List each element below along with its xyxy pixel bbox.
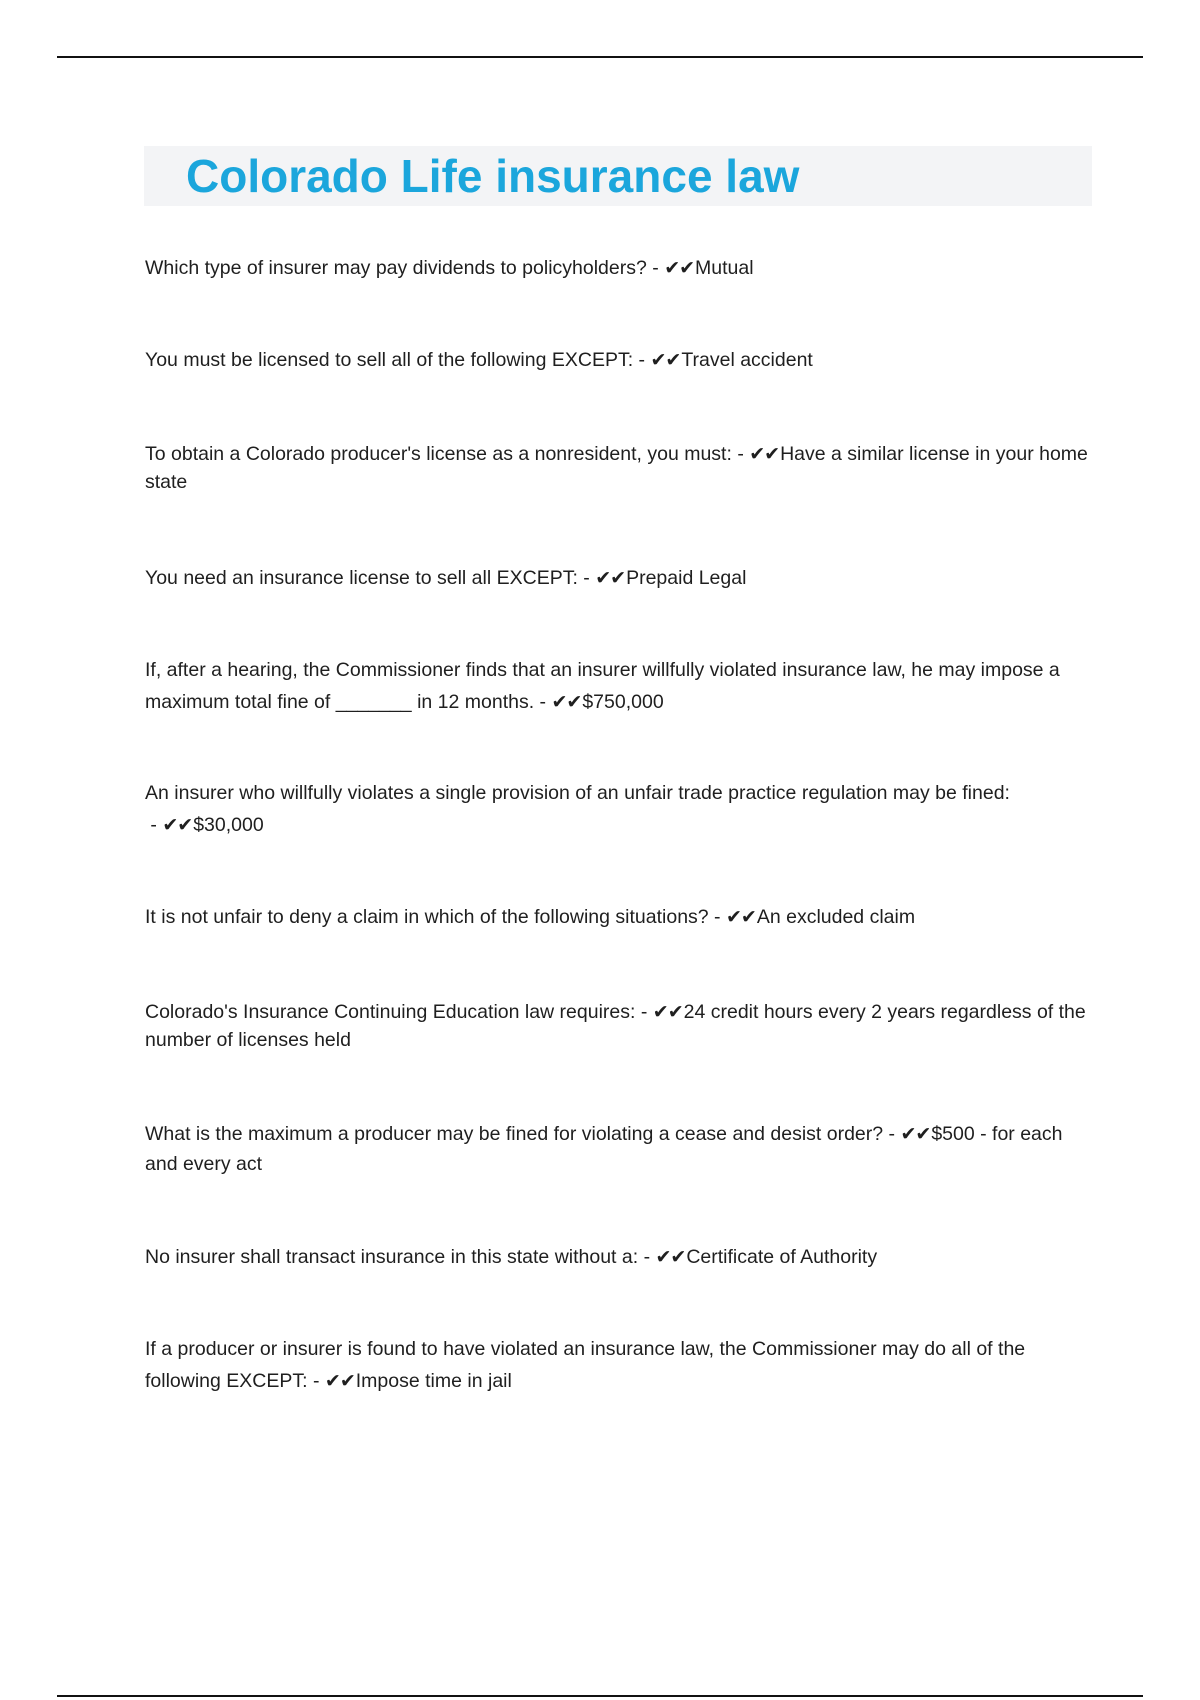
question-text: Which type of insurer may pay dividends to policyholders? [145, 257, 647, 279]
title-banner [144, 146, 1092, 206]
answer-text: An excluded claim [756, 906, 916, 928]
answer-text: $750,000 [582, 691, 664, 713]
answer-text: $500 - for each and every act [145, 1123, 1063, 1175]
qa-item [145, 345, 1093, 375]
double-check-icon: ✔✔ [595, 567, 626, 589]
separator: - [307, 1370, 325, 1392]
top-rule [57, 56, 1143, 58]
question-text: No insurer shall transact insurance in this state without a: [145, 1246, 639, 1268]
double-check-icon: ✔✔ [664, 257, 695, 279]
qa-item [145, 654, 1093, 718]
question-text: You must be licensed to sell all of the following EXCEPT: [145, 349, 634, 371]
document-title: Colorado Life insurance law [186, 150, 800, 202]
double-check-icon: ✔✔ [725, 906, 756, 928]
separator: - [883, 1123, 901, 1145]
double-check-icon: ✔✔ [324, 1370, 355, 1392]
separator: - [731, 443, 750, 465]
double-check-icon: ✔✔ [650, 349, 681, 371]
question-text: To obtain a Colorado producer's license as a nonresident, you must: [145, 443, 732, 465]
double-check-icon: ✔✔ [655, 1246, 686, 1268]
qa-item [145, 1242, 1093, 1272]
answer-text: Mutual [695, 257, 754, 279]
separator: - [145, 814, 163, 836]
separator: - [635, 1001, 653, 1023]
qa-item [145, 563, 1093, 593]
answer-text: 24 credit hours every 2 years regardless of the number of licenses held [145, 1001, 1086, 1051]
double-check-icon: ✔✔ [749, 443, 780, 465]
separator: - [708, 906, 726, 928]
question-text: An insurer who willfully violates a single provision of an unfair trade practice regulation may be fined: [145, 782, 1010, 804]
answer-text: Certificate of Authority [686, 1246, 878, 1268]
double-check-icon: ✔✔ [652, 1001, 683, 1023]
qa-item [145, 777, 1093, 841]
qa-item [145, 1333, 1093, 1397]
qa-item [145, 998, 1093, 1054]
qa-item [145, 253, 1093, 283]
question-text: You need an insurance license to sell all EXCEPT: [145, 567, 578, 589]
qa-item [145, 440, 1093, 496]
separator: - [534, 691, 552, 713]
double-check-icon: ✔✔ [900, 1123, 931, 1145]
question-text: If a producer or insurer is found to have violated an insurance law, the Commissioner may do all of the following EXCEPT: [145, 1338, 1026, 1392]
qa-item [145, 902, 1093, 932]
question-text: If, after a hearing, the Commissioner finds that an insurer willfully violated insurance law, he may impose a maximum total fine of _______ in 12 months. [145, 659, 1060, 713]
double-check-icon: ✔✔ [551, 691, 582, 713]
answer-text: $30,000 [193, 814, 264, 836]
question-text: Colorado's Insurance Continuing Education law requires: [145, 1001, 636, 1023]
qa-item [145, 1119, 1093, 1179]
question-text: It is not unfair to deny a claim in which of the following situations? [145, 906, 709, 928]
double-check-icon: ✔✔ [162, 814, 193, 836]
separator: - [638, 1246, 656, 1268]
separator: - [633, 349, 651, 371]
separator: - [646, 257, 665, 279]
separator: - [577, 567, 596, 589]
question-text: What is the maximum a producer may be fined for violating a cease and desist order? [145, 1123, 884, 1145]
answer-text: Have a similar license in your home state [145, 443, 1088, 493]
answer-text: Prepaid Legal [626, 567, 747, 589]
answer-text: Impose time in jail [355, 1370, 512, 1392]
answer-text: Travel accident [681, 349, 813, 371]
bottom-rule [57, 1695, 1143, 1697]
